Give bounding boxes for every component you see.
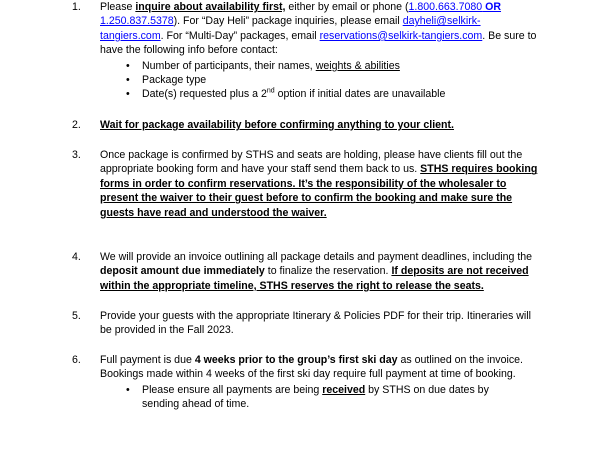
item-text: We will provide an invoice outlining all package details and payment deadlines, including the deposit amount due immediately to finalize the reservation. If deposits are not received within the appropriate timeline, STHS reserves the right to release the seats. xyxy=(100,251,533,292)
booking-forms-requirement: STHS requires booking forms in order to confirm reservations. It’s the responsibility of the wholesaler to present the waiver to their guest before to confirm the booking and make sure the guests have read and understood the waiver. xyxy=(100,163,538,219)
bullet-package-type: • Package type xyxy=(126,73,542,87)
item-text: Wait for package availability before confirming anything to your client. xyxy=(100,119,454,131)
phone-link-1[interactable]: 1.800.663.7080 xyxy=(408,1,483,13)
dayheli-email-link[interactable]: dayheli@selkirk- xyxy=(402,15,481,28)
info-bullet-list xyxy=(126,59,542,102)
item-number: 5. xyxy=(72,310,81,322)
bullet-dates: • Date(s) requested plus a 2nd option if initial dates are unavailable xyxy=(126,87,542,101)
item-number: 3. xyxy=(72,149,81,161)
deposit-warning: If deposits are not received within the appropriate timeline, STHS reserves the right to release the seats. xyxy=(100,265,529,292)
item-number: 6. xyxy=(72,354,81,366)
item-text: Once package is confirmed by STHS and seats are holding, please have clients fill out the appropriate booking form and have your staff send them back to us. STHS requires booking forms in order to confirm reservations. It’s the responsibility of the wholesaler to present the waiver to their guest before to confirm the booking and make sure the guests have read and understood the waiver. xyxy=(100,149,538,219)
item-text: Provide your guests with the appropriate Itinerary & Policies PDF for their trip. Itineraries will be provided in the Fall 2023. xyxy=(100,310,531,337)
bullet-participants: • Number of participants, their names, weights & abilities xyxy=(126,59,542,73)
item-number: 4. xyxy=(72,251,81,263)
item-number: 2. xyxy=(72,119,81,131)
phone-link-2[interactable]: 1.250.837.5378 xyxy=(100,15,174,28)
payment-bullet-list xyxy=(126,383,526,412)
item-text: Please inquire about availability first, either by email or phone (1.800.663.7080 OR 1.250.837.5378). For “Day Heli” package inquiries, please email dayheli@selkirk- tangiers.com. For “Multi-Day” packages, email reservations@selkirk-tangiers.com. Be sure to have the following info before contact: • Number of participants, their names, weights & abilities • Package type • Date(s) requested plus a 2nd option if initial dates are unavailable xyxy=(100,0,542,102)
reservations-email-link[interactable]: reservations@selkirk-tangiers.com xyxy=(319,29,483,42)
dayheli-email-link-cont[interactable]: tangiers.com xyxy=(100,29,161,42)
bullet-payments-received: • Please ensure all payments are being received by STHS on due dates by sending ahead of time. xyxy=(126,383,526,412)
item-text: Full payment is due 4 weeks prior to the group’s first ski day as outlined on the invoice. Bookings made within 4 weeks of the first ski day require full payment at time of booking. • Please ensure all payments are being received by STHS on due dates by sending ahead of time. xyxy=(100,353,542,412)
inquire-first-emphasis: inquire about availability first, xyxy=(135,1,286,13)
item-number: 1. xyxy=(72,1,81,13)
